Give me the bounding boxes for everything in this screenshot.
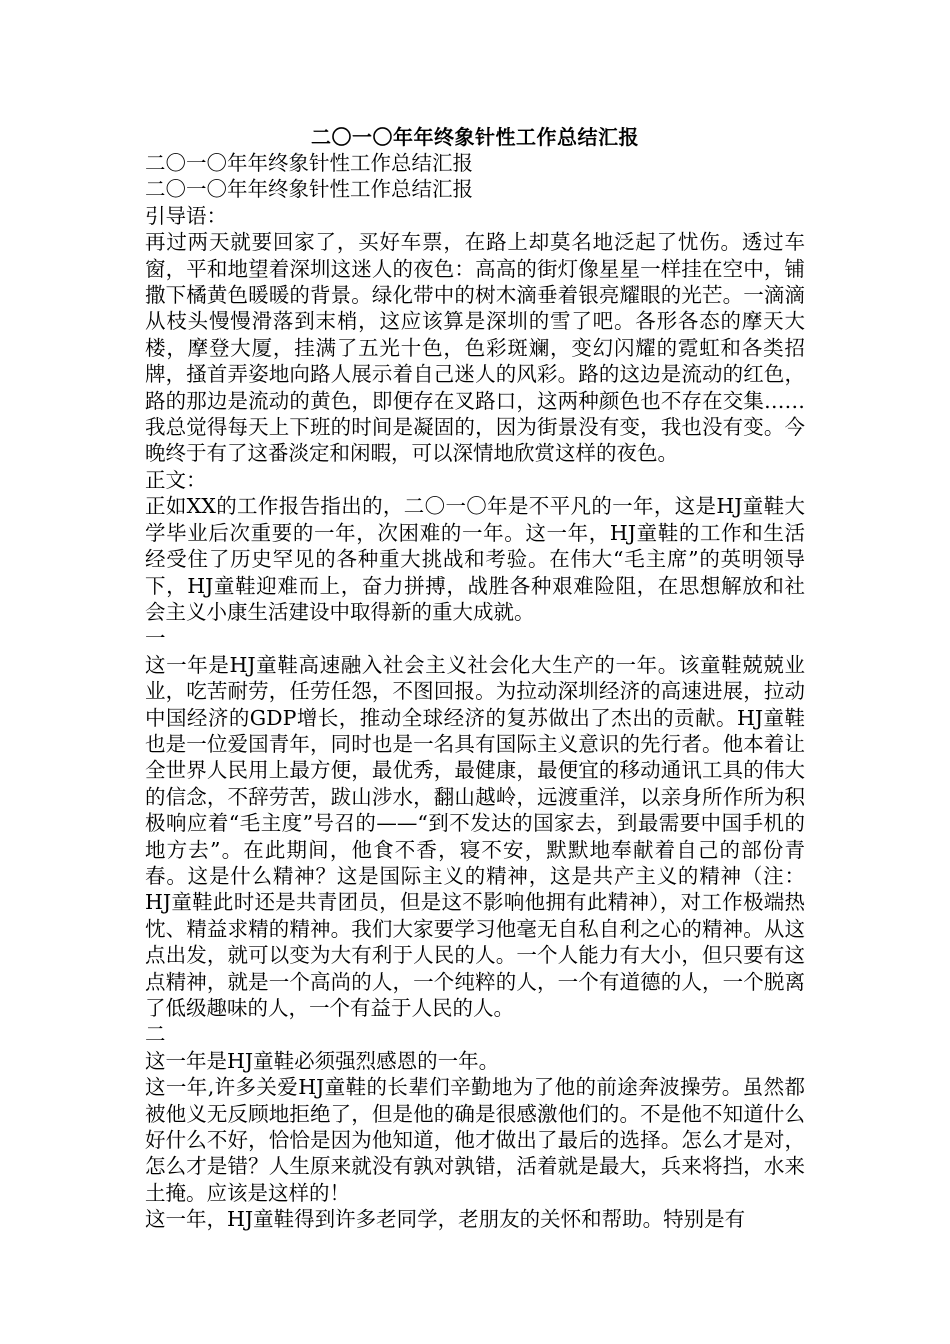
intro-paragraph: 再过两天就要回家了，买好车票，在路上却莫名地泛起了忧伤。透过车窗，平和地望着深圳这迷人的夜色：高高的街灯像星星一样挂在空中，铺撒下橘黄色暖暖的背景。绿化带中的树木滴垂着银亮耀眼的光芒。一滴滴从枝头慢慢滑落到末梢，这应该算是深圳的雪了吧。各形各态的摩天大楼，摩登大厦，挂满了五光十色，色彩斑斓，变幻闪耀的霓虹和各类招牌，搔首弄姿地向路人展示着自己迷人的风彩。路的这边是流动的红色，路的那边是流动的黄色，即便存在叉路口，这两种颜色也不存在交集……我总觉得每天上下班的时间是凝固的，因为街景没有变，我也没有变。今晚终于有了这番淡定和闲暇，可以深情地欣赏这样的夜色。 <box>145 230 805 466</box>
section-1-paragraph: 这一年是HJ童鞋高速融入社会主义社会化大生产的一年。该童鞋兢兢业业，吃苦耐劳，任劳任怨，不图回报。为拉动深圳经济的高速进展，拉动中国经济的GDP增长，推动全球经济的复苏做出了杰出的贡献。HJ童鞋也是一位爱国青年，同时也是一名具有国际主义意识的先行者。他本着让全世界人民用上最方便，最优秀，最健康，最便宜的移动通讯工具的伟大的信念，不辞劳苦，跋山涉水，翻山越岭，远渡重洋，以亲身所作所为积极响应着“毛主度”号召的——“到不发达的国家去，到最需要中国手机的地方去”。在此期间，他食不香，寝不安，默默地奉献着自己的部份青春。这是什么精神？这是国际主义的精神，这是共产主义的精神（注：HJ童鞋此时还是共青团员，但是这不影响他拥有此精神），对工作极端热忱、精益求精的精神。我们大家要学习他毫无自私自利之心的精神。从这点出发，就可以变为大有利于人民的人。一个人能力有大小，但只要有这点精神，就是一个高尚的人，一个纯粹的人，一个有道德的人，一个脱离了低级趣味的人，一个有益于人民的人。 <box>145 652 805 1020</box>
subtitle-line-1: 二〇一〇年年终象针性工作总结汇报 <box>145 151 473 175</box>
section-2-paragraph-b: 这一年，HJ童鞋得到许多老同学，老朋友的关怀和帮助。特别是有 <box>145 1207 746 1232</box>
section-number-2: 二 <box>145 1022 166 1047</box>
section-2-heading-paragraph: 这一年是HJ童鞋必须强烈感恩的一年。 <box>145 1048 500 1073</box>
section-number-1: 一 <box>145 626 166 651</box>
document-title: 二〇一〇年年终象针性工作总结汇报 <box>311 125 639 149</box>
subtitle-line-2: 二〇一〇年年终象针性工作总结汇报 <box>145 177 473 202</box>
section-2-paragraph-a: 这一年,许多关爱HJ童鞋的长辈们辛勤地为了他的前途奔波操劳。虽然都被他义无反顾地拒绝了，但是他的确是很感激他们的。不是他不知道什么好什么不好，恰恰是因为他知道，他才做出了最后的选择。怎么才是对，怎么才是错？人生原来就没有孰对孰错，活着就是最大，兵来将挡，水来土掩。应该是这样的！ <box>145 1075 805 1205</box>
section-label-main: 正文： <box>145 467 207 492</box>
document-body <box>145 150 805 1233</box>
main-paragraph: 正如XX的工作报告指出的，二〇一〇年是不平凡的一年，这是HJ童鞋大学毕业后次重要的一年，次困难的一年。这一年，HJ童鞋的工作和生活经受住了历史罕见的各种重大挑战和考验。在伟大“毛主席”的英明领导下，HJ童鞋迎难而上，奋力拼搏，战胜各种艰难险阻，在思想解放和社会主义小康生活建设中取得新的重大成就。 <box>145 494 805 624</box>
document-page <box>145 124 805 1233</box>
section-label-intro: 引导语： <box>145 203 227 228</box>
